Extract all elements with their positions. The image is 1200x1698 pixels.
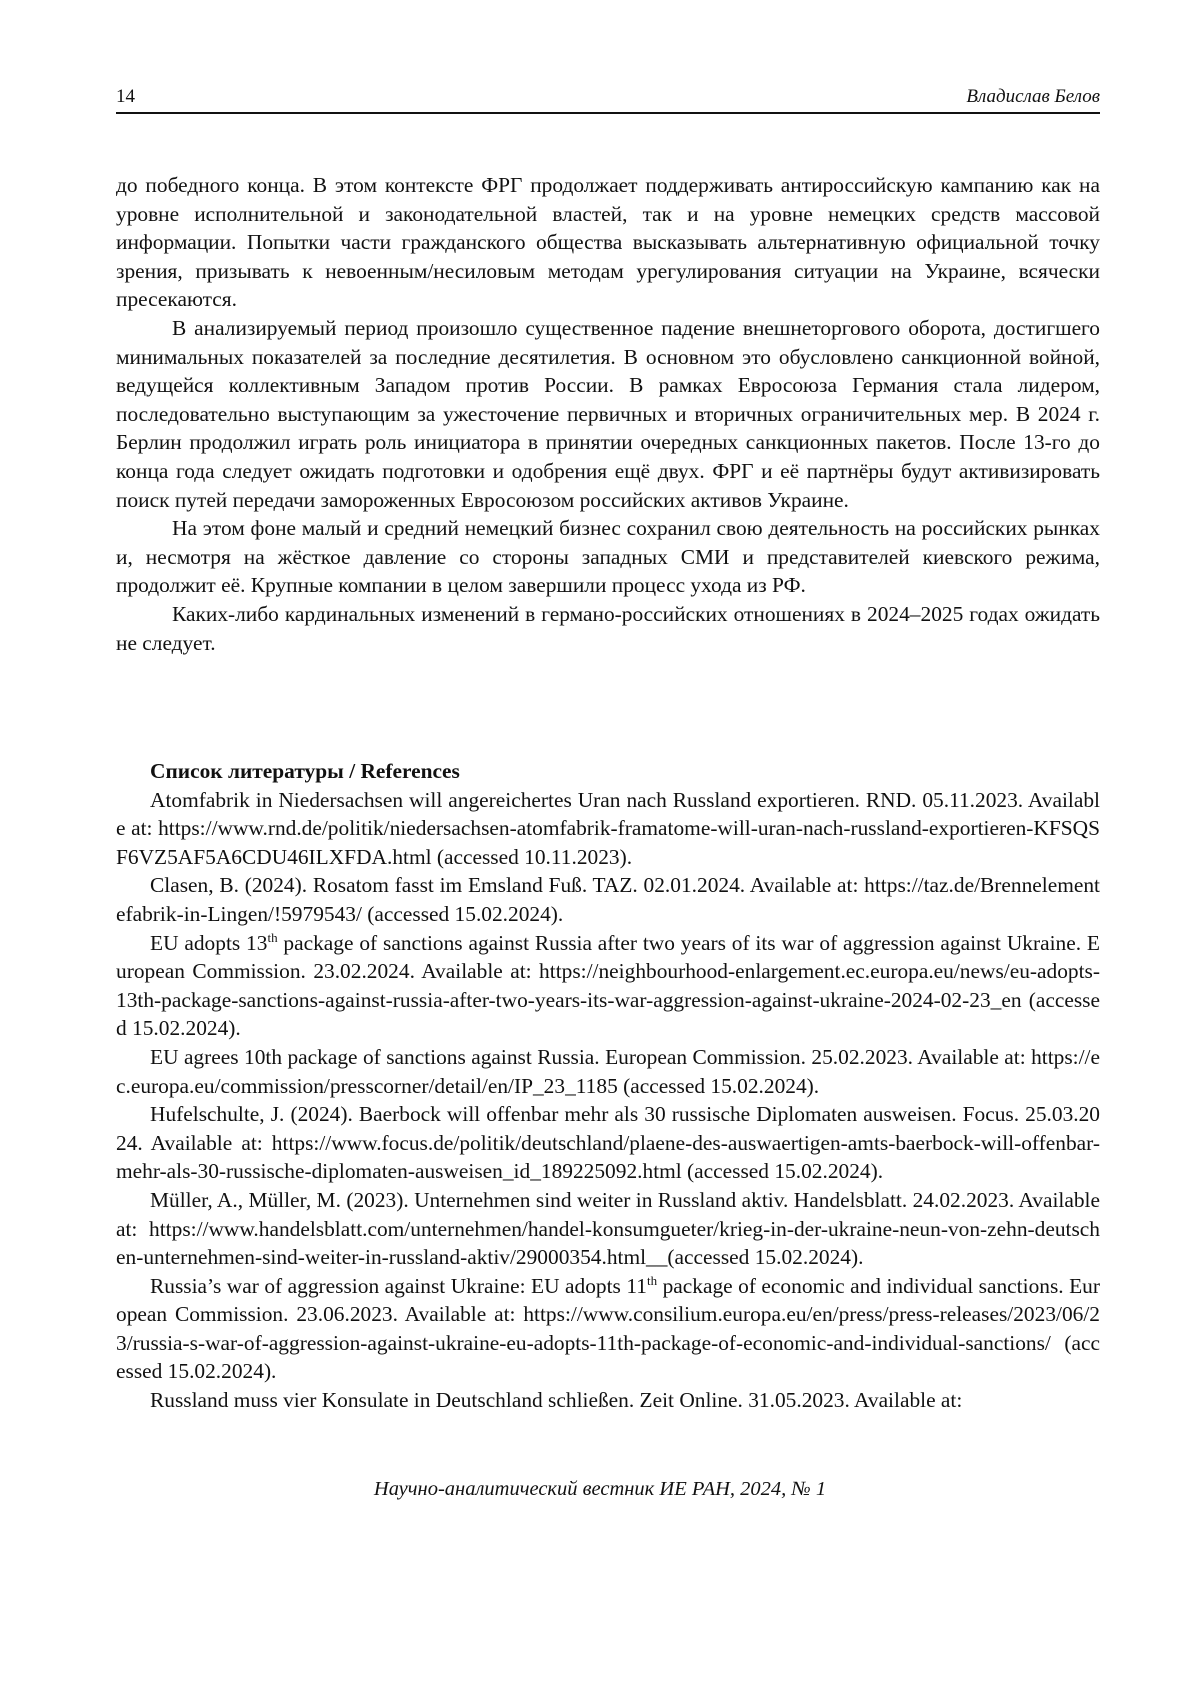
references-heading: Список литературы / References bbox=[150, 759, 460, 783]
reference-text: package of economic and individual sanctions. European Commission. 23.06.2023. Available at: https://www.consilium.europa.eu/en/press/press-releases/2023/06/23/russia-s-war-of-aggression-against-ukraine-eu-adopts-11th-package-of-economic-and-individual-sanctions/ (accessed 15.02.2024). bbox=[116, 1273, 1100, 1384]
reference-item: Russland muss vier Konsulate in Deutschland schließen. Zeit Online. 31.05.2023. Available at: bbox=[150, 1388, 963, 1413]
reference-item: EU agrees 10th package of sanctions against Russia. European Commission. 25.02.2023. Available at: https://ec.europa.eu/commission/presscorner/detail/en/IP_23_1185 (accessed 15.02.2024). bbox=[116, 1044, 1100, 1098]
paragraph: до победного конца. В этом контексте ФРГ продолжает поддерживать антироссийскую кампанию как на уровне исполнительной и законодательной властей, так и на уровне немецких средств массовой информации. Попытки части гражданского общества высказывать альтернативную официальной точку зрения, призывать к невоенным/несиловым методам урегулирования ситуации на Украине, всячески пресекаются. bbox=[116, 173, 1100, 312]
reference-text: package of sanctions against Russia after two years of its war of aggression against Ukraine. European Commission. 23.02.2024. Available at: https://neighbourhood-enlargement.ec.europa.eu/news/eu-adopts-13th-package-sanctions-against-russia-after-two-years-its-war-aggression-against-ukraine-2024-02-23_en (accessed 15.02.2024). bbox=[116, 930, 1100, 1041]
reference-item: Müller, A., Müller, M. (2023). Unternehmen sind weiter in Russland aktiv. Handelsblatt. 24.02.2023. Available at: https://www.handelsblatt.com/unternehmen/handel-konsumgueter/krieg-in-der-ukraine-neun-von-zehn-deutschen-unternehmen-sind-weiter-in-russland-aktiv/29000354.html__(accessed 15.02.2024). bbox=[116, 1187, 1100, 1270]
superscript: th bbox=[646, 1272, 658, 1288]
reference-item bbox=[116, 929, 1100, 1043]
references-section bbox=[116, 757, 1100, 1415]
paragraph: В анализируемый период произошло существенное падение внешнеторгового оборота, достигшего минимальных показателей за последние десятилетия. В основном это обусловлено санкционной войной, ведущейся коллективным Западом против России. В рамках Евросоюза Германия стала лидером, последовательно выступающим за ужесточение первичных и вторичных ограничительных мер. В 2024 г. Берлин продолжил играть роль инициатора в принятии очередных санкционных пакетов. После 13-го до конца года следует ожидать подготовки и одобрения ещё двух. ФРГ и её партнёры будут активизировать поиск путей передачи замороженных Евросоюзом российских активов Украине. bbox=[116, 315, 1100, 512]
reference-item: Atomfabrik in Niedersachsen will angereichertes Uran nach Russland exportieren. RND. 05.11.2023. Available at: https://www.rnd.de/politik/niedersachsen-atomfabrik-framatome-will-uran-nach-russland-exportieren-KFSQSF6VZ5AF5A6CDU46ILXFDA.html (accessed 10.11.2023). bbox=[116, 787, 1100, 869]
reference-item bbox=[116, 1272, 1100, 1386]
body-text bbox=[116, 171, 1100, 657]
running-header bbox=[116, 86, 1100, 114]
paragraph: Каких-либо кардинальных изменений в германо-российских отношениях в 2024–2025 годах ожидать не следует. bbox=[116, 601, 1100, 655]
journal-footer: Научно-аналитический вестник ИЕ РАН, 2024, № 1 bbox=[373, 1478, 827, 1500]
paragraph: На этом фоне малый и средний немецкий бизнес сохранил свою деятельность на российских рынках и, несмотря на жёсткое давление со стороны западных СМИ и представителей киевского режима, продолжит её. Крупные компании в целом завершили процесс ухода из РФ. bbox=[116, 516, 1100, 598]
reference-text: EU adopts 13 bbox=[150, 930, 268, 955]
superscript: th bbox=[267, 929, 278, 945]
header-author: Владислав Белов bbox=[966, 86, 1100, 107]
reference-item: Hufelschulte, J. (2024). Baerbock will offenbar mehr als 30 russische Diplomaten ausweisen. Focus. 25.03.2024. Available at: https://www.focus.de/politik/deutschland/plaene-des-auswaertigen-amts-baerbock-will-offenbar-mehr-als-30-russische-diplomaten-ausweisen_id_189225092.html (accessed 15.02.2024). bbox=[116, 1102, 1100, 1184]
page-number: 14 bbox=[116, 86, 135, 107]
reference-text: Russia’s war of aggression against Ukraine: EU adopts 11 bbox=[150, 1273, 647, 1298]
reference-item: Clasen, B. (2024). Rosatom fasst im Emsland Fuß. TAZ. 02.01.2024. Available at: https://taz.de/Brennelementefabrik-in-Lingen/!5979543/ (accessed 15.02.2024). bbox=[116, 873, 1100, 926]
